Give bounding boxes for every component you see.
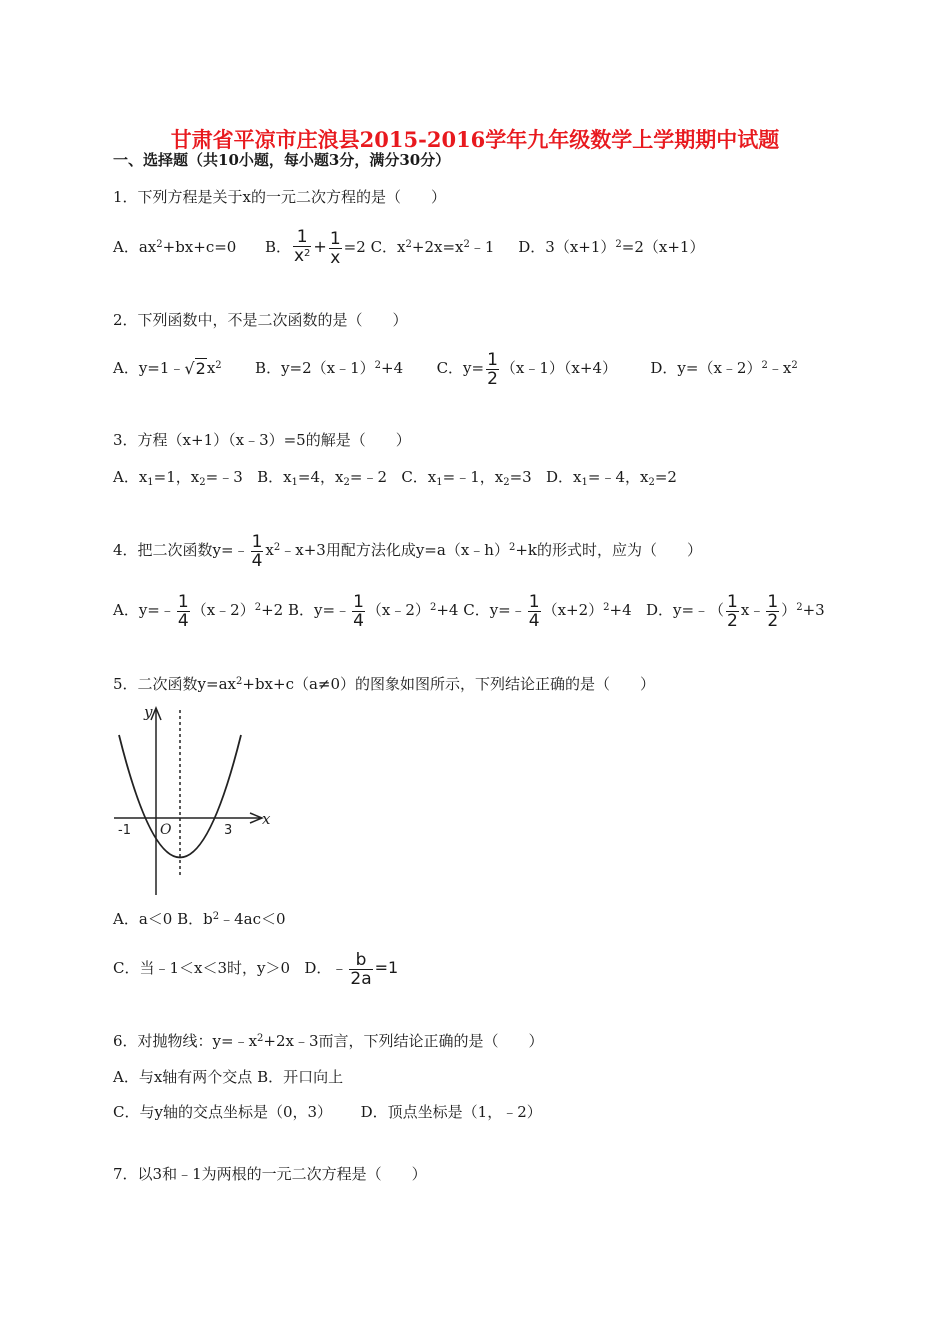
question-6-options-ab <box>113 1067 343 1087</box>
fraction: $\frac{1}{2}$ <box>487 349 498 389</box>
question-7-stem: 7．以3和﹣1为两根的一元二次方程是（ ） <box>113 1165 427 1183</box>
option-b: B．b <box>177 910 213 928</box>
question-6-stem: 6．对抛物线：$y=﹣x^2+2x﹣3$而言，下列结论正确的是（ ） <box>113 1032 544 1050</box>
question-4-options: A．y=﹣ $\frac{1}{4}$ （x﹣2）$^2$+2 B．y=﹣ $\frac{1}{4}$ （x﹣2）$^2$+4 C．y=﹣ $\frac{1}{4}$ $(x+2)^2+4$ D．y=﹣（ $\frac{1}{2}$ x﹣ $\frac{1}{2}$ ）$^2$+3 <box>113 591 825 631</box>
option-d: D．y=﹣（ <box>645 601 725 619</box>
question-2-stem: 2．下列函数中，不是二次函数的是（ ） <box>113 311 408 329</box>
section-heading: 一、选择题（共10小题，每小题3分，满分30分） <box>113 151 451 169</box>
tick-label: 3 <box>224 823 233 838</box>
y-axis-label: y <box>144 703 153 721</box>
question-5-options-cd: C．当﹣1＜x＜3时，y＞0 D．﹣ $\frac{b}{2a}$ =1 <box>113 949 399 989</box>
option-b: B． <box>264 238 291 256</box>
option-a: A．y=﹣ <box>113 601 175 619</box>
tick-label: -1 <box>118 823 131 838</box>
question-5-options-ab: A．a＜0 B．$b^2﹣4ac<0$ <box>113 910 286 928</box>
option-d: D．x <box>546 468 582 486</box>
option-c: C．x <box>370 238 406 256</box>
option-a: A．ax <box>113 238 157 256</box>
x-axis-label: x <box>262 810 271 828</box>
option-d: D．顶点坐标是（1，﹣2） <box>360 1103 542 1121</box>
sqrt-symbol: √2 <box>184 359 206 378</box>
fraction: $\frac{1}{x}$ <box>329 228 341 268</box>
option-d: D． <box>304 959 332 977</box>
option-d: D．y=（x﹣2） <box>650 359 762 377</box>
question-5-stem: 5．二次函数$y=ax^2+bx+c(a\ne 0)$的图象如图所示，下列结论正确的是（ ） <box>113 675 656 693</box>
question-1-options: A．$ax^2+bx+c=0$ B． $\frac{1}{x^2}$ + $\frac{1}{x}$ =2 C．$x^2+2x=x^2﹣1$ D．$3(x+1)^2=2(x+1)$ <box>113 227 705 268</box>
option-b: B．y=2（x﹣1） <box>255 359 375 377</box>
option-a: A．y=1﹣ <box>113 359 185 377</box>
option-c: C．当﹣1＜x＜3时，y＞0 <box>113 959 291 977</box>
option-a: A．a＜0 <box>113 910 173 928</box>
option-c: C．y=﹣ <box>463 601 526 619</box>
fraction: $\frac{1}{4}$ <box>251 531 263 571</box>
option-c: C．与y轴的交点坐标是（0，3） <box>113 1103 333 1121</box>
question-1-stem: 1．下列方程是关于x的一元二次方程的是（ ） <box>113 188 447 206</box>
origin-label: O <box>160 822 172 838</box>
fraction: $\frac{1}{x^2}$ <box>293 227 311 266</box>
question-6-options-cd <box>113 1102 542 1122</box>
option-d: D．3（x+1） <box>518 238 616 256</box>
fraction: $\frac{b}{2a}$ <box>350 949 372 989</box>
option-a: A．x <box>113 468 148 486</box>
question-3-stem: 3．方程（x+1）（x﹣3）=5的解是（ ） <box>113 431 411 449</box>
question-2-options: A．$y=1﹣√2x^2$ B．y=2（x﹣1）$^2$+4 C．y= $\frac{1}{2}$ （x﹣1）（x+4） D．$y=(x﹣2)^2﹣x^2$ <box>113 349 798 389</box>
question-3-options: A．$x_1=1$，$x_2=﹣3$ B．$x_1=4$，$x_2=﹣2$ C．$x_1=﹣1$，$x_2=3$ D．$x_1=﹣4$，$x_2=2$ <box>113 468 677 488</box>
option-b: B．开口向上 <box>257 1068 344 1086</box>
option-b: B．y=﹣ <box>288 601 351 619</box>
option-c: C．y= <box>436 359 485 377</box>
parabola-graph <box>110 700 280 900</box>
question-4-stem: 4．把二次函数y=﹣ $\frac{1}{4}$ $x^2﹣x+3$用配方法化成y=a（x﹣h）$^2$+k的形式时，应为（ ） <box>113 531 702 571</box>
page-title: 甘肃省平凉市庄浪县2015-2016学年九年级数学上学期期中试题 <box>170 127 780 152</box>
option-a: A．与x轴有两个交点 <box>113 1068 253 1086</box>
option-c: C．x <box>401 468 437 486</box>
option-b: B．x <box>257 468 292 486</box>
